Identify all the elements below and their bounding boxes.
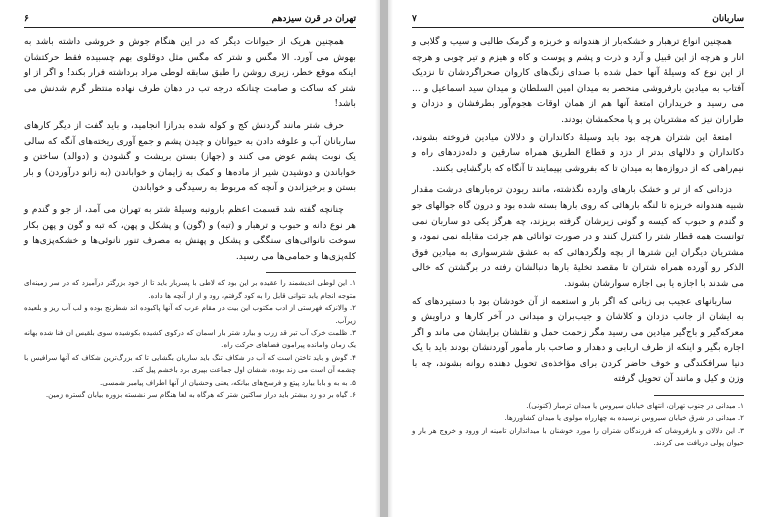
right-paragraph: امتعهٔ این شتران هرچه بود باید وسیلهٔ دکانداران و دلالان میادین فروخته بشوند، دکانداران و دلالهای بدتر از دزد و قطاع الطریق همراه سارقین و دله‌دزدهای راه و نیم‌راهی که از دروازه‌ها به میدان تا که بفروشی بپیمایند تا آنگاه که بارگشایی بکنند. <box>412 131 744 174</box>
left-footnote: ۲. والانزکه فهرستی از ادب مکتوب این بیت در مقام عرب که آنها پاکبوده اند شطرنج بوده و لب آب ریز و بلعیده زیرآب. <box>24 303 356 325</box>
right-paragraph: ساربانهای عجیب بی زبانی که اگر بار و استعمه از آن خودشان بود با دستیردهای که به ایشان از جانب دزدان و کلاشان و جیب‌بران و میدانی در آخر کارها و دراویش و معرکه‌گیر و باج‌گیر میادین می رسید مگر زحمت حمل و نقلشان برایشان می ماند و اگر اجاره بگیر و اینکه از طرف اربابی و دهدار و صاحب بار مأمور آوردنشان بودند باید با یک دنیا سرافکندگی و خوف حاضر کردن برای مؤاخذه‌ی تحویل دهنده روانه بشوند، چه با وزن و کیل و مانند آن تحویل گرفته <box>412 295 744 385</box>
left-footnote: ۱. این لوطی اندیشمند را عقیده بر این بود که لاطی با پسربار باید تا از خود بزرگتر درآمیزد که در سر زمینه‌ای متوجه انجام یابد نتوانی قابل را به کود گرفتم، رود و از از آنچه ها داده. <box>24 278 356 300</box>
right-paragraph: دزدانی که از تر و خشک بارهای وارده نگذشته، مانند ربودن تره‌بارهای درشت مقدار شبیه هندوانه خربزه تا لنگه بارهائی که روی بارها بسته شده بود و درون گاه جوالهای جو و گندم و حبوب که کیسه و گونی زیرشان گرفته بریزند، چه هرگز یکی دو ساربان نمی توانست همه قطار شتر را کنترل کنند و در صورت توانائی هم جرئت مقابله نمی نمود، و مشتریان دیگران این شترها از بچه ولگردهائی که به عشق شترسواری به میادین فوق الذکر رو آورده همراه شتران تا مقصد تخلیهٔ بارها دنبالشان رفته در برگشتن که خالی می شدند با اجازه یا بی اجازه سوارشان بشوند. <box>412 184 744 289</box>
right-footnote: ۲. میدانی در شرق خیابان سیروس نرسیده به چهارراه مولوی یا میدان کشاورزها. <box>504 413 744 423</box>
left-footnote: ۵. به به و بابا بیارد پیتع و فرسخ‌های بیانکه، یعنی وحشیان از آنها اطراف پیامبر شمسی. <box>99 377 356 387</box>
right-body-text <box>412 34 744 387</box>
right-paragraph: همچنین انواع ترهبار و خشکه‌بار از هندوانه و خربزه و گرمک طالبی و سیب و گلابی و انار و هرچه از این قبیل و آرد و ذرت و پشم و پوست و کاه و هیزم و تیر چوبی و هرچه از این نوع که وسیلهٔ آنها حمل شده با صدای زنگ‌های کاروان صحراگردشان تا نزدیک آفتاب به میادین بارفروشی منحصر به میدان امین السلطان و میدان سید اسماعیل و ... می رسید و خریداران امتعهٔ آنها هم از همان اوقات هجوم‌آور بطرفشان و دزدان و طراران نیز که مشتریان پر و پا محکمشان بودند. <box>412 36 744 125</box>
left-paragraph: چنانچه گفته شد قسمت اعظم بارونبه وسیلهٔ شتر به تهران می آمد، از جو و گندم و هر نوع دانه و حبوب و ترهبار و (تبه) و (گون) و پشکل و پهن، که تبه و گون و پهن بکار سوخت نانوائی‌های سنگگی و پشکل و پهنش به مصرف تنور نانوئی‌ها و خشکه‌پزی‌ها و کله‌پزی‌ها و حمامی‌ها می رسید. <box>24 203 356 262</box>
left-page-header <box>24 14 356 26</box>
left-page-number: ۶ <box>24 14 29 24</box>
right-page <box>388 0 768 517</box>
right-footnotes <box>412 400 744 450</box>
left-footnote: ۶. گیاه بر دو زد بیشتر باید دراز ساکنین شتر که هرگاه به لعا هنگام سر نشسته بزوره بیابان گستره زمین. <box>45 389 356 399</box>
left-paragraph: حرف شتر مانند گردنش کج و کوله شده بدرازا انجامید، و باید گفت از دیگر کارهای ساربانان آب و علوفه دادن به حیوانان و چیدن پشم و جمع آوری ریخته‌های آنگه که سالی یک نوبت پشم عوض می کنند و (جهاز) بستن بریشت و گشودن و (دوالد) ساختن و خواباندن و دوشیدن شیر از ماده‌ها و کمک به زایمان و خواباندن (به زانو درآوردن) و بار بستن و برخیزاندن و آنچه که مربوط به رسیدگی و خواباندن <box>24 119 356 194</box>
right-page-header <box>412 14 744 26</box>
right-footnote: ۳. این دلالان و بارفروشان که فرزندگان شتران را مورد خوشنان با میدانداران تامینه از ورود و خروج هر بار و حیوان پولی دریافت می کردند. <box>412 425 744 448</box>
left-header-rule <box>24 27 356 28</box>
right-page-number: ۷ <box>412 14 417 24</box>
left-footnotes <box>24 277 356 401</box>
left-page <box>0 0 380 517</box>
left-footnote: ۴. گوش و باید تاختن است که آب در شکاف تنگ باید ساریان بگشایی تا که بزرگ‌ترین شکاف که آنها سرافیس با چشمه آن است می زند بوده، ششان اول جماعت بپیری برد باخشم پیل کند. <box>24 352 356 375</box>
left-footnote-rule <box>266 272 356 273</box>
right-running-title: ساربانان <box>712 14 744 24</box>
left-body-text <box>24 34 356 264</box>
right-footnote-rule <box>654 395 744 396</box>
right-header-rule <box>412 27 744 28</box>
left-running-title: تهران در قرن سیزدهم <box>271 14 356 24</box>
left-footnote: ۳. ظلمت خرک آب تبر قد زرب و بیارد شتر بار اسمان که درکوی کشیده بکوشیده سوی بلقیس ان فنا شده بهانه یک زمان وامانده پیرامون فضاهای حرکت راه. <box>24 327 356 350</box>
left-paragraph: همچنین هریک از حیوانات دیگر که در این هنگام جوش و خروشی داشته باشد به بهوش می آورد. الا مگس و شتر که مگس مثل دوقلوی بهم چسبیده فقط حرکتشان اینکه موقع خطر، زیری روشن را طبق سابقه لوطی مراد برداشته فرار بکند! و اگر از او شتر که ساکت و صامت چنانکه درجه تب در دهان طرف نهاده منتظر گرم شدنش می باشد! <box>24 36 356 110</box>
right-footnote: ۱. میدانی در جنوب تهران، انتهای خیابان سیروس یا میدان ترمبار (کنونی). <box>526 401 744 411</box>
